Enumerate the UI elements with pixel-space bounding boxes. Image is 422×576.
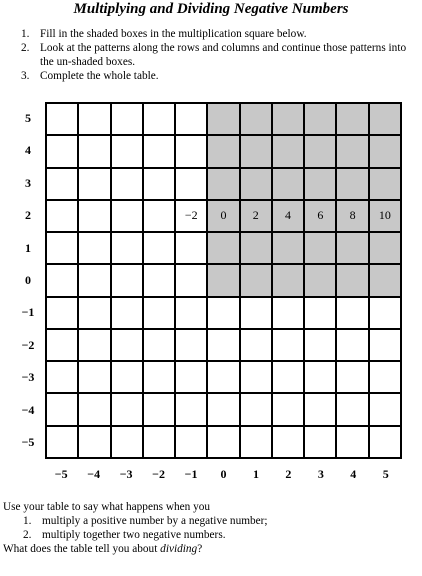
grid-cell[interactable] [144, 233, 176, 265]
footer-item-text: multiply a positive number by a negative number; [42, 515, 268, 527]
shaded-cell[interactable] [273, 233, 305, 265]
grid-cell[interactable] [208, 394, 240, 426]
grid-cell[interactable] [112, 201, 144, 233]
grid-cell[interactable] [176, 298, 208, 330]
multiplication-grid [45, 102, 402, 459]
grid-cell[interactable] [337, 394, 369, 426]
column-label: 3 [317, 466, 324, 481]
column-label: −5 [54, 466, 68, 481]
column-label: −2 [152, 466, 165, 481]
shaded-cell[interactable] [273, 136, 305, 168]
instruction-item [21, 41, 411, 69]
row-label: −2 [21, 337, 35, 352]
grid-cell[interactable] [47, 169, 79, 201]
grid-cell[interactable] [144, 201, 176, 233]
grid-cell[interactable] [337, 427, 369, 459]
grid-cell[interactable] [176, 362, 208, 394]
footer-questions [3, 500, 418, 556]
grid-cell[interactable] [47, 394, 79, 426]
footer-item [23, 514, 418, 528]
grid-cell[interactable] [112, 104, 144, 136]
grid-cell[interactable] [112, 169, 144, 201]
grid-cell[interactable] [370, 427, 402, 459]
grid-cell[interactable] [47, 298, 79, 330]
grid-cell[interactable] [273, 427, 305, 459]
grid-cell[interactable] [112, 136, 144, 168]
shaded-cell[interactable] [241, 169, 273, 201]
shaded-cell[interactable] [305, 104, 337, 136]
grid-cell[interactable] [176, 394, 208, 426]
shaded-cell[interactable] [337, 136, 369, 168]
shaded-cell[interactable] [337, 104, 369, 136]
grid-cell[interactable] [370, 298, 402, 330]
grid-cell[interactable] [79, 362, 111, 394]
grid-cell[interactable] [241, 394, 273, 426]
grid-cell[interactable]: −2 [176, 201, 208, 233]
grid-cell[interactable] [47, 265, 79, 297]
column-label: −3 [119, 466, 133, 481]
grid-cell[interactable] [273, 362, 305, 394]
footer-item-number: 1. [23, 515, 32, 527]
grid-cell[interactable] [273, 394, 305, 426]
grid-cell[interactable] [273, 330, 305, 362]
grid-cell[interactable] [176, 136, 208, 168]
grid-cell[interactable] [79, 169, 111, 201]
shaded-cell[interactable]: 2 [241, 201, 273, 233]
question-end: ? [197, 543, 203, 555]
shaded-cell[interactable] [273, 169, 305, 201]
grid-cell[interactable] [337, 330, 369, 362]
grid-cell[interactable] [79, 201, 111, 233]
shaded-cell[interactable] [208, 104, 240, 136]
column-label: 1 [252, 466, 259, 481]
row-label: 0 [25, 272, 31, 287]
shaded-cell[interactable] [273, 265, 305, 297]
grid-cell[interactable] [112, 427, 144, 459]
grid-cell[interactable] [47, 201, 79, 233]
grid-cell[interactable] [144, 104, 176, 136]
row-label: 4 [25, 143, 31, 158]
row-labels [14, 102, 42, 459]
grid-cell[interactable] [79, 233, 111, 265]
grid-cell[interactable] [370, 330, 402, 362]
instruction-item [21, 27, 411, 41]
grid-cell[interactable] [79, 265, 111, 297]
shaded-cell[interactable] [370, 169, 402, 201]
shaded-cell[interactable] [241, 265, 273, 297]
row-label: −3 [21, 370, 35, 385]
grid-cell[interactable] [144, 362, 176, 394]
footer-intro: Use your table to say what happens when you [3, 501, 211, 513]
grid-cell[interactable] [79, 104, 111, 136]
grid-cell[interactable] [176, 330, 208, 362]
grid-cell[interactable] [305, 427, 337, 459]
grid-cell[interactable] [241, 362, 273, 394]
footer-item [23, 528, 418, 542]
shaded-cell[interactable] [208, 169, 240, 201]
footer-item-text: multiply together two negative numbers. [42, 529, 226, 541]
shaded-cell[interactable] [241, 136, 273, 168]
shaded-cell[interactable] [305, 233, 337, 265]
row-label: −5 [21, 435, 35, 450]
grid-cell[interactable] [176, 169, 208, 201]
shaded-cell[interactable]: 4 [273, 201, 305, 233]
grid-cell[interactable] [112, 298, 144, 330]
column-label: 0 [220, 466, 227, 481]
column-label: 4 [350, 466, 357, 481]
footer-list [3, 514, 418, 542]
grid-cell[interactable] [273, 298, 305, 330]
instruction-text: Fill in the shaded boxes in the multiplication square below. [40, 28, 307, 40]
grid-cell[interactable] [112, 394, 144, 426]
grid-cell[interactable] [208, 427, 240, 459]
grid-cell[interactable] [144, 330, 176, 362]
shaded-cell[interactable] [208, 233, 240, 265]
shaded-cell[interactable] [273, 104, 305, 136]
instructions-list [21, 27, 411, 83]
grid-cell[interactable] [305, 394, 337, 426]
instruction-number: 3. [21, 70, 30, 82]
grid-cell[interactable] [79, 298, 111, 330]
grid-cell[interactable] [176, 104, 208, 136]
column-label: −4 [87, 466, 101, 481]
instruction-number: 1. [21, 28, 30, 40]
question-emphasis: dividing [160, 543, 198, 555]
grid-cell[interactable] [47, 136, 79, 168]
question-text: What does the table tell you about [3, 543, 161, 555]
grid-cell[interactable] [241, 330, 273, 362]
grid-cell[interactable] [337, 362, 369, 394]
grid-cell[interactable] [47, 330, 79, 362]
grid-cell[interactable] [79, 136, 111, 168]
footer-question [3, 542, 418, 556]
instruction-text: Look at the patterns along the rows and columns and continue those patterns into the un-shaded boxes. [40, 42, 407, 68]
grid-cell[interactable] [112, 265, 144, 297]
row-label: 2 [25, 208, 31, 223]
grid-cell[interactable] [144, 427, 176, 459]
shaded-cell[interactable] [370, 136, 402, 168]
row-label: −1 [21, 305, 35, 320]
grid-cell[interactable] [241, 427, 273, 459]
shaded-cell[interactable] [337, 265, 369, 297]
shaded-cell[interactable] [370, 104, 402, 136]
shaded-cell[interactable] [208, 136, 240, 168]
grid-cell[interactable] [208, 362, 240, 394]
grid-cell[interactable] [176, 265, 208, 297]
shaded-cell[interactable]: 8 [337, 201, 369, 233]
worksheet-title: Multiplying and Dividing Negative Numbers [73, 1, 349, 17]
grid-cell[interactable] [144, 298, 176, 330]
footer-item-number: 2. [23, 529, 32, 541]
shaded-cell[interactable]: 6 [305, 201, 337, 233]
shaded-cell[interactable] [241, 233, 273, 265]
grid-cell[interactable] [79, 330, 111, 362]
instruction-number: 2. [21, 42, 30, 54]
shaded-cell[interactable] [305, 169, 337, 201]
grid-cell[interactable] [305, 362, 337, 394]
row-label: 5 [25, 110, 31, 125]
shaded-cell[interactable] [241, 104, 273, 136]
grid-cell[interactable] [47, 104, 79, 136]
shaded-cell[interactable] [370, 265, 402, 297]
shaded-cell[interactable] [337, 169, 369, 201]
grid-cell[interactable] [112, 362, 144, 394]
row-label: 1 [25, 240, 31, 255]
column-label: 5 [382, 466, 389, 481]
grid-cell[interactable] [208, 298, 240, 330]
shaded-cell[interactable] [305, 265, 337, 297]
shaded-cell[interactable]: 10 [370, 201, 402, 233]
grid-cell[interactable] [79, 394, 111, 426]
shaded-cell[interactable] [370, 233, 402, 265]
row-label: 3 [25, 175, 31, 190]
grid-cell[interactable] [47, 233, 79, 265]
grid-cell[interactable] [176, 233, 208, 265]
shaded-cell[interactable] [337, 233, 369, 265]
grid-cell[interactable] [47, 427, 79, 459]
grid-cell[interactable] [176, 427, 208, 459]
grid-cell[interactable] [144, 394, 176, 426]
grid-cell[interactable] [370, 362, 402, 394]
grid-cell[interactable] [144, 265, 176, 297]
grid-cell[interactable] [305, 330, 337, 362]
shaded-cell[interactable]: 0 [208, 201, 240, 233]
grid-cell[interactable] [241, 298, 273, 330]
grid-cell[interactable] [79, 427, 111, 459]
column-labels [45, 465, 402, 483]
grid-cell[interactable] [370, 394, 402, 426]
column-label: −1 [184, 466, 198, 481]
grid-cell[interactable] [47, 362, 79, 394]
grid-cell[interactable] [144, 169, 176, 201]
grid-cell[interactable] [208, 330, 240, 362]
shaded-cell[interactable] [305, 136, 337, 168]
instruction-text: Complete the whole table. [40, 70, 159, 82]
shaded-cell[interactable] [208, 265, 240, 297]
grid-cell[interactable] [305, 298, 337, 330]
grid-cell[interactable] [337, 298, 369, 330]
column-label: 2 [285, 466, 292, 481]
grid-cell[interactable] [112, 330, 144, 362]
instruction-item [21, 69, 411, 83]
grid-cell[interactable] [112, 233, 144, 265]
row-label: −4 [21, 402, 35, 417]
grid-cell[interactable] [144, 136, 176, 168]
